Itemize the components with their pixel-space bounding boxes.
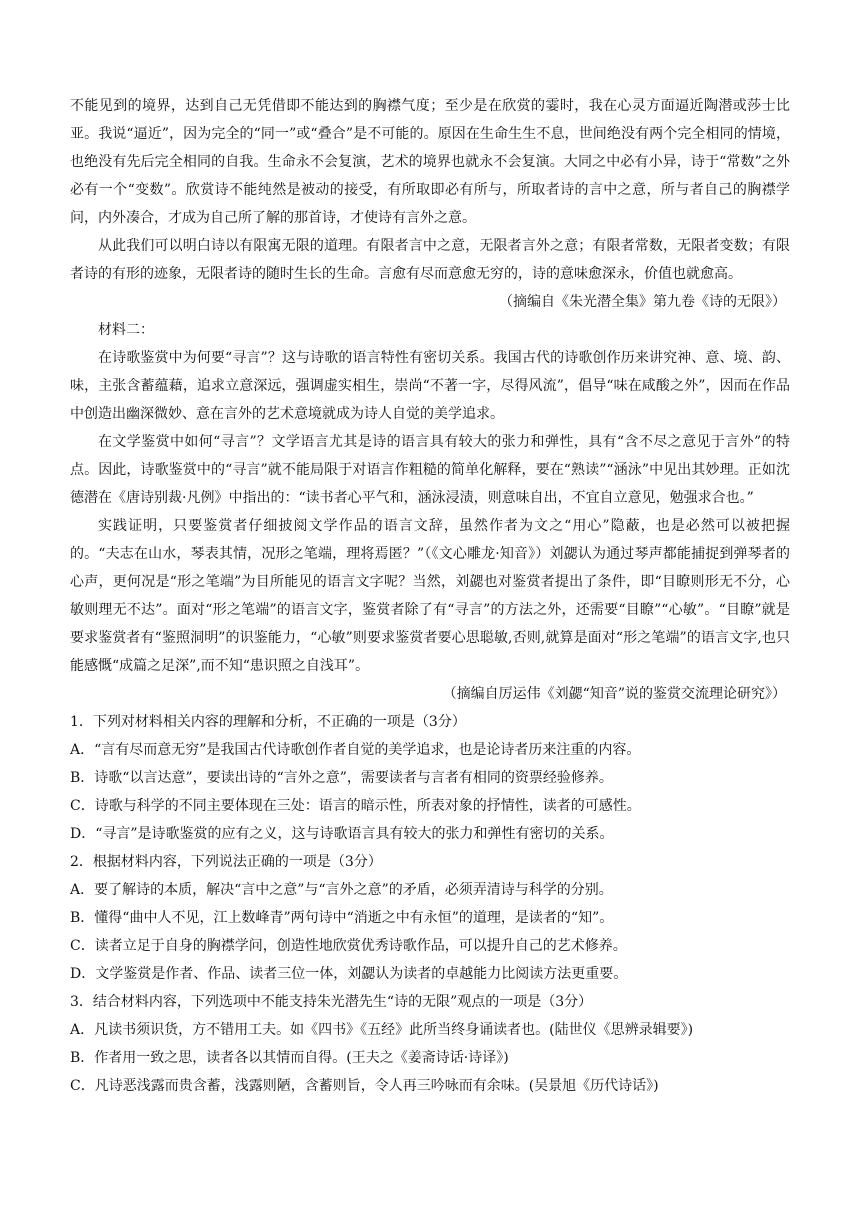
questions xyxy=(70,708,790,1100)
question-2-option-b: B．懂得“曲中人不见，江上数峰青”两句诗中“消逝之中有永恒”的道理，是读者的“知”。 xyxy=(70,910,614,926)
question-2-option-d: D．文学鉴赏是作者、作品、读者三位一体，刘勰认为读者的卓越能力比阅读方法更重要。 xyxy=(70,966,628,982)
question-1-option-b: B．诗歌“以言达意”，要读出诗的“言外之意”，需要读者与言者有相同的资票经验修养。 xyxy=(70,770,613,786)
question-2 xyxy=(70,848,790,988)
question-1-option-a: A．“言有尽而意无穷”是我国古代诗歌创作者自觉的美学追求，也是论诗者历来注重的内容。 xyxy=(70,742,641,758)
material-one-source: （摘编自《朱光潜全集》第九卷《诗的无限》） xyxy=(499,294,786,310)
question-2-option-c: C．读者立足于自身的胸襟学问，创造性地欣赏优秀诗歌作品，可以提升自己的艺术修养。 xyxy=(70,938,627,954)
material-two-heading: 材料二： xyxy=(98,322,154,338)
question-3-option-c: C．凡诗恶浅露而贵含蓄，浅露则陋，含蓄则旨，令人再三吟咏而有余味。(吴景旭《历代诗话》) xyxy=(70,1078,659,1094)
material-one-paragraph-1: 不能见到的境界，达到自己无凭借即不能达到的胸襟气度；至少是在欣赏的霎时，我在心灵方面逼近陶潜或莎士比亚。我说“逼近”，因为完全的“同一”或“叠合”是不可能的。原因在生命生生不息，世间绝没有两个完全相同的情境，也绝没有先后完全相同的自我。生命永不会复演，艺术的境界也就永不会复演。大同之中必有小异，诗于“常数”之外必有一个“变数”。欣赏诗不能纯然是被动的接受，有所取即必有所与，所取者诗的言中之意，所与者自己的胸襟学问，内外凑合，才成为自己所了解的那首诗，才使诗有言外之意。 xyxy=(70,98,790,226)
material-two-paragraph-2: 在文学鉴赏中如何“寻言”？文学语言尤其是诗的语言具有较大的张力和弹性，具有“含不尽之意见于言外”的特点。因此，诗歌鉴赏中的“寻言”就不能局限于对语言作粗糙的简单化解释，要在“熟读”“涵泳”中见出其妙理。正如沈德潜在《唐诗别裁·凡例》中指出的：“读书者心平气和，涵泳浸渍，则意味自出，不宜自立意见，勉强求合也。” xyxy=(70,434,790,506)
question-3-option-b: B．作者用一致之思，读者各以其情而自得。(王夫之《姜斋诗话·诗译》) xyxy=(70,1050,509,1066)
question-1-option-d: D．“寻言”是诗歌鉴赏的应有之义，这与诗歌语言具有较大的张力和弹性有密切的关系。 xyxy=(70,826,614,842)
question-2-option-a: A．要了解诗的本质，解决“言中之意”与“言外之意”的矛盾，必须弄清诗与科学的分别。 xyxy=(70,882,613,898)
material-one-paragraph-2: 从此我们可以明白诗以有限寓无限的道理。有限者言中之意，无限者言外之意；有限者常数，无限者变数；有限者诗的有形的迹象，无限者诗的随时生长的生命。言愈有尽而意愈无穷的，诗的意味愈深永，价值也就愈高。 xyxy=(70,238,790,282)
question-stem: 2．根据材料内容，下列说法正确的一项是（3分） xyxy=(70,854,382,870)
question-stem: 1．下列对材料相关内容的理解和分析，不正确的一项是（3分） xyxy=(70,714,466,730)
material-two-source: （摘编自厉运伟《刘勰“知音”说的鉴赏交流理论研究》） xyxy=(442,686,786,702)
material-one xyxy=(70,92,790,316)
question-3 xyxy=(70,988,790,1100)
material-two-paragraph-1: 在诗歌鉴赏中为何要“寻言”？这与诗歌的语言特性有密切关系。我国古代的诗歌创作历来讲究神、意、境、韵、味，主张含蓄蕴藉，追求立意深远，强调虚实相生，崇尚“不著一字，尽得风流”，倡导“味在咸酸之外”，因而在作品中创造出幽深微妙、意在言外的艺术意境就成为诗人自觉的美学追求。 xyxy=(70,350,790,422)
question-1-option-c: C．诗歌与科学的不同主要体现在三处：语言的暗示性，所表对象的抒情性，读者的可感性。 xyxy=(70,798,641,814)
material-two xyxy=(70,316,790,708)
question-stem: 3．结合材料内容，下列选项中不能支持朱光潜先生“诗的无限”观点的一项是（3分） xyxy=(70,994,593,1010)
question-1 xyxy=(70,708,790,848)
question-3-option-a: A．凡读书须识货，方不错用工夫。如《四书》《五经》此所当终身诵读者也。(陆世仪《思辨录辑要》) xyxy=(70,1022,694,1038)
material-two-paragraph-3: 实践证明，只要鉴赏者仔细披阅文学作品的语言文辞，虽然作者为文之“用心”隐蔽，也是必然可以被把握的。“夫志在山水，琴表其情，况形之笔端，理将焉匿？”（《文心雕龙·知音》）刘勰认为通过琴声都能捕捉到弹琴者的心声，更何况是“形之笔端”为目所能见的语言文字呢？当然，刘勰也对鉴赏者提出了条件，即“目瞭则形无不分，心敏则理无不达”。面对“形之笔端”的语言文字，鉴赏者除了有“寻言”的方法之外，还需要“目瞭”“心敏”。“目瞭”就是要求鉴赏者有“鉴照洞明”的识鉴能力，“心敏”则要求鉴赏者要心思聪敏,否则,就算是面对“形之笔端”的语言文字,也只能感慨“成篇之足深”,而不知“患识照之自浅耳”。 xyxy=(70,518,790,674)
